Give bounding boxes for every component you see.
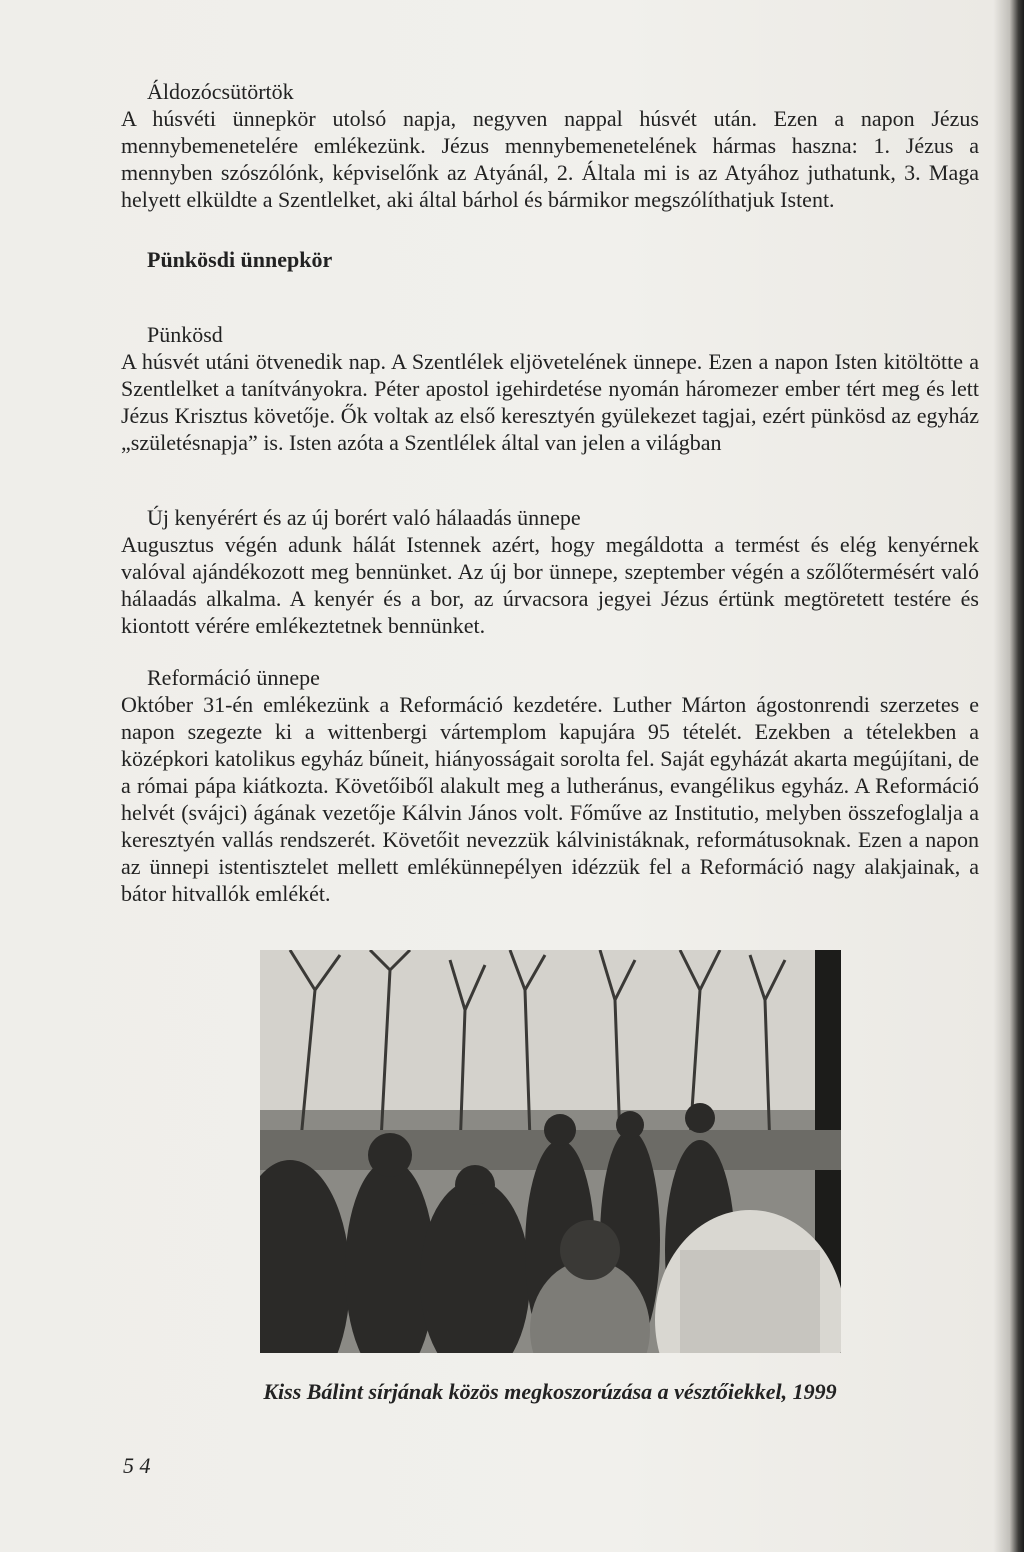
section-title-aldozocsutortok: Áldozócsütörtök <box>147 79 294 104</box>
section-title-reformation: Reformáció ünnepe <box>147 665 320 690</box>
book-spine-shadow <box>1010 0 1024 1552</box>
page-number: 5 4 <box>123 1453 151 1478</box>
cemetery-wreath-photo <box>260 950 841 1353</box>
page-text <box>121 78 979 907</box>
photo-caption: Kiss Bálint sírjának közös megkoszorúzása a vésztőiekkel, 1999 <box>263 1379 837 1404</box>
section-title-harvest: Új kenyérért és az új borért való hálaadás ünnepe <box>147 505 581 530</box>
section-heading-punkosdi-unnepkor: Pünkösdi ünnepkör <box>147 247 333 272</box>
section-body-harvest: Augusztus végén adunk hálát Istennek azért, hogy megáldotta a termést és elég kenyérnek valóval ajándékozott meg bennünket. Az új bor ünnepe, szeptember végén a szőlőtermésért való hálaadás alkalma. A kenyér és a bor, az úrvacsora jegyei Jézus értünk megtöretett testére és kiontott vérére emlékeztetnek bennünket. <box>121 532 979 638</box>
section-body-punkosd: A húsvét utáni ötvenedik nap. A Szentlélek eljövetelének ünnepe. Ezen a napon Isten kitöltötte a Szentlelket a tanítványokra. Péter apostol igehirdetése nyomán háromezer ember tért meg és lett Jézus Krisztus követője. Ők voltak az első keresztyén gyülekezet tagjai, ezért pünkösd az egyház „születésnapja” is. Isten azóta a Szentlélek által van jelen a világban <box>121 349 979 455</box>
section-body-reformation: Október 31-én emlékezünk a Reformáció kezdetére. Luther Márton ágostonrendi szerzetes e napon szegezte ki a wittenbergi vártemplom kapujára 95 tételét. Ezekben a tételekben a középkori katolikus egyház bűneit, hiányosságait sorolta fel. Saját egyházát akarta megújítani, de a római pápa kiátkozta. Követőiből alakult meg a lutheránus, evangélikus egyház. A Reformáció helvét (svájci) ágának vezetője Kálvin János volt. Főműve az Institutio, melyben összefoglalja a keresztyén vallás rendszerét. Követőit nevezzük kálvinistáknak, reformátusoknak. Ezen a napon az ünnepi istentisztelet mellett emlékünnepélyen idézzük fel a Reformáció nagy alakjainak, a bátor hitvallók emlékét. <box>121 692 979 906</box>
section-title-punkosd: Pünkösd <box>147 322 223 347</box>
section-body-aldozocsutortok: A húsvéti ünnepkör utolsó napja, negyven nappal húsvét után. Ezen a napon Jézus mennybemenetelére emlékezünk. Jézus mennybemenetelének hármas haszna: 1. Jézus a mennyben szószólónk, képviselőnk az Atyánál, 2. Általa mi is az Atyához juthatunk, 3. Maga helyett elküldte a Szentlelket, aki által bárhol és bármikor megszólíthatjuk Istent. <box>121 106 979 212</box>
